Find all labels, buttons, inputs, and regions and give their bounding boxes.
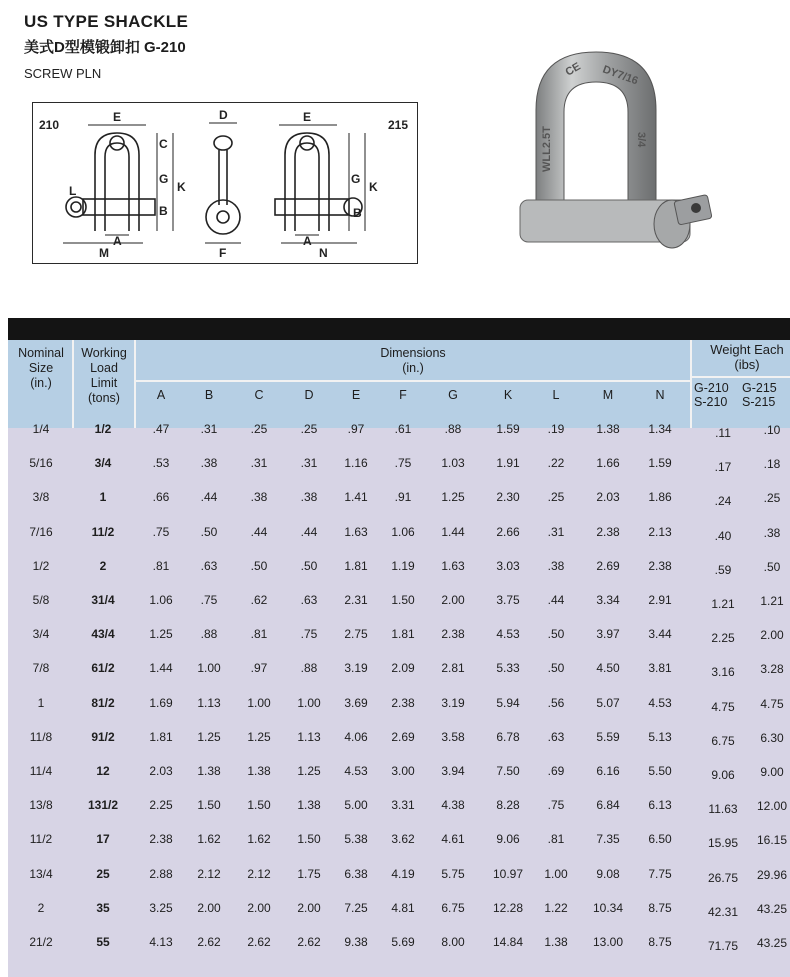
value-cell: 1.06 bbox=[149, 593, 173, 607]
value-cell: .50 bbox=[547, 661, 565, 676]
value-cell: 1.81 bbox=[149, 729, 173, 744]
value-cell: 4.38 bbox=[441, 798, 465, 813]
value-cell: 5.00 bbox=[344, 798, 368, 813]
value-cell: 13.00 bbox=[592, 935, 624, 949]
diagram-label-215: 215 bbox=[388, 118, 409, 132]
photo-stamp-wll: WLL2.5T bbox=[541, 126, 553, 172]
value-cell: 7.75 bbox=[648, 866, 672, 881]
value-cell: 6.50 bbox=[648, 832, 672, 847]
value-cell: .63 bbox=[547, 729, 565, 744]
value-cell: 2.25 bbox=[149, 798, 173, 813]
dim-letter: K bbox=[177, 180, 186, 194]
wll-cell: 131/2 bbox=[87, 798, 119, 813]
value-cell: 42.31 bbox=[707, 904, 739, 919]
wll-cell: 3/4 bbox=[94, 456, 112, 471]
nominal-size-cell: 5/8 bbox=[32, 593, 50, 607]
value-cell: .88 bbox=[444, 422, 462, 436]
value-cell: 29.96 bbox=[756, 867, 788, 882]
table-top-bar bbox=[8, 318, 790, 340]
value-cell: 9.06 bbox=[711, 768, 735, 782]
value-cell: 8.00 bbox=[441, 935, 465, 949]
value-cell: .38 bbox=[547, 558, 565, 573]
value-cell: 3.19 bbox=[344, 661, 368, 676]
value-cell: 2.25 bbox=[711, 631, 735, 646]
value-cell: 5.07 bbox=[596, 695, 620, 710]
value-cell: 1.86 bbox=[648, 490, 672, 505]
col-header-nominal: Nominal Size (in.) bbox=[18, 346, 64, 390]
value-cell: .44 bbox=[250, 524, 268, 539]
value-cell: 3.58 bbox=[441, 729, 465, 744]
value-cell: 1.59 bbox=[496, 422, 520, 436]
value-cell: .19 bbox=[547, 422, 565, 436]
value-cell: 1.25 bbox=[297, 764, 321, 778]
nominal-size-cell: 1 bbox=[37, 695, 45, 710]
wll-cell: 91/2 bbox=[91, 729, 115, 744]
value-cell: 4.53 bbox=[344, 764, 368, 778]
model-label: SCREW PLN bbox=[24, 66, 102, 81]
value-cell: .47 bbox=[152, 422, 170, 436]
value-cell: 2.81 bbox=[441, 661, 465, 676]
value-cell: 1.38 bbox=[297, 798, 321, 813]
wll-cell: 2 bbox=[99, 558, 107, 573]
value-cell: 5.38 bbox=[344, 832, 368, 847]
nominal-size-cell: 1/4 bbox=[32, 422, 50, 436]
col-header-dim-e: E bbox=[351, 388, 361, 402]
value-cell: 1.38 bbox=[247, 764, 271, 778]
value-cell: 2.30 bbox=[496, 490, 520, 505]
wll-cell: 12 bbox=[96, 764, 110, 778]
value-cell: .81 bbox=[152, 558, 170, 573]
dim-letter: N bbox=[319, 246, 328, 260]
col-header-weight-210: G-210 S-210 bbox=[694, 381, 729, 409]
value-cell: 1.69 bbox=[149, 695, 173, 710]
value-cell: 9.00 bbox=[760, 765, 784, 779]
value-cell: 1.44 bbox=[149, 661, 173, 676]
nominal-size-cell: 3/8 bbox=[32, 490, 50, 505]
value-cell: 5.33 bbox=[496, 661, 520, 676]
value-cell: 8.75 bbox=[648, 935, 672, 949]
value-cell: 1.13 bbox=[197, 695, 221, 710]
value-cell: .75 bbox=[300, 627, 318, 642]
value-cell: 1.50 bbox=[247, 798, 271, 813]
value-cell: .17 bbox=[714, 460, 732, 475]
dim-letter: F bbox=[219, 246, 227, 260]
nominal-size-cell: 21/2 bbox=[29, 935, 53, 949]
page-header bbox=[24, 12, 188, 81]
value-cell: .81 bbox=[547, 832, 565, 847]
value-cell: 3.44 bbox=[648, 627, 672, 642]
value-cell: 4.19 bbox=[391, 866, 415, 881]
value-cell: 6.78 bbox=[496, 729, 520, 744]
value-cell: .38 bbox=[200, 456, 218, 471]
value-cell: .88 bbox=[300, 661, 318, 676]
diagram-drawing bbox=[33, 103, 417, 263]
col-header-dim-f: F bbox=[399, 388, 407, 402]
value-cell: 3.97 bbox=[596, 627, 620, 642]
value-cell: 7.35 bbox=[596, 832, 620, 847]
value-cell: 8.28 bbox=[496, 798, 520, 813]
value-cell: .91 bbox=[394, 490, 412, 505]
wll-cell: 55 bbox=[96, 935, 110, 949]
dim-letter: E bbox=[113, 110, 122, 124]
col-header-dim-l: L bbox=[552, 388, 560, 402]
wll-cell: 35 bbox=[96, 900, 110, 915]
value-cell: 3.81 bbox=[648, 661, 672, 676]
dim-letter: B bbox=[159, 204, 168, 218]
value-cell: .31 bbox=[547, 524, 565, 539]
value-cell: .22 bbox=[547, 456, 565, 471]
value-cell: 2.00 bbox=[760, 628, 784, 643]
value-cell: 6.75 bbox=[441, 900, 465, 915]
value-cell: 2.69 bbox=[596, 558, 620, 573]
photo-stamp-ce: CE bbox=[563, 60, 583, 79]
value-cell: 1.19 bbox=[391, 558, 415, 573]
value-cell: .25 bbox=[250, 422, 268, 436]
value-cell: 3.16 bbox=[711, 665, 735, 680]
value-cell: 1.25 bbox=[197, 729, 221, 744]
value-cell: 1.25 bbox=[247, 729, 271, 744]
dim-letter: A bbox=[113, 234, 122, 248]
value-cell: .61 bbox=[394, 422, 412, 436]
value-cell: 2.62 bbox=[247, 935, 271, 949]
value-cell: 4.61 bbox=[441, 832, 465, 847]
value-cell: 2.31 bbox=[344, 593, 368, 607]
value-cell: 1.62 bbox=[197, 832, 221, 847]
dim-letter: G bbox=[351, 172, 361, 186]
dim-letter: C bbox=[159, 137, 168, 151]
dim-letter: E bbox=[303, 110, 312, 124]
value-cell: .50 bbox=[250, 558, 268, 573]
value-cell: 5.50 bbox=[648, 764, 672, 778]
value-cell: 1.00 bbox=[197, 661, 221, 676]
value-cell: 2.03 bbox=[149, 764, 173, 778]
value-cell: 1.38 bbox=[544, 935, 568, 949]
value-cell: .24 bbox=[714, 494, 732, 509]
value-cell: .44 bbox=[547, 593, 565, 607]
value-cell: 3.62 bbox=[391, 832, 415, 847]
page-title: US TYPE SHACKLE bbox=[24, 12, 189, 31]
col-header-dim-a: A bbox=[156, 388, 166, 402]
value-cell: .44 bbox=[200, 490, 218, 505]
wll-cell: 81/2 bbox=[91, 695, 115, 710]
value-cell: .88 bbox=[200, 627, 218, 642]
value-cell: 2.00 bbox=[247, 900, 271, 915]
value-cell: 1.50 bbox=[391, 593, 415, 607]
value-cell: 1.59 bbox=[648, 456, 672, 471]
value-cell: 15.95 bbox=[707, 836, 739, 851]
value-cell: .63 bbox=[200, 558, 218, 573]
value-cell: 2.75 bbox=[344, 627, 368, 642]
nominal-size-cell: 5/16 bbox=[29, 456, 53, 471]
photo-stamp-size: 3/4 bbox=[635, 132, 647, 148]
nominal-size-cell: 2 bbox=[37, 900, 45, 915]
value-cell: 26.75 bbox=[707, 870, 739, 885]
value-cell: 1.50 bbox=[297, 832, 321, 847]
col-header-dim-b: B bbox=[204, 388, 214, 402]
value-cell: 6.30 bbox=[760, 730, 784, 745]
value-cell: .50 bbox=[547, 627, 565, 642]
value-cell: .97 bbox=[250, 661, 268, 676]
wll-cell: 17 bbox=[96, 832, 110, 847]
value-cell: 6.84 bbox=[596, 798, 620, 813]
nominal-size-cell: 7/8 bbox=[32, 661, 50, 676]
value-cell: .62 bbox=[250, 593, 268, 607]
value-cell: .25 bbox=[300, 422, 318, 436]
col-header-dim-m: M bbox=[602, 388, 614, 402]
value-cell: 5.59 bbox=[596, 729, 620, 744]
shackle-diagram bbox=[32, 102, 418, 264]
wll-cell: 43/4 bbox=[91, 627, 115, 642]
value-cell: 14.84 bbox=[492, 935, 524, 949]
value-cell: 1.34 bbox=[648, 422, 672, 436]
value-cell: 1.63 bbox=[344, 524, 368, 539]
wll-cell: 31/4 bbox=[91, 593, 115, 607]
value-cell: 4.53 bbox=[496, 627, 520, 642]
nominal-size-cell: 13/8 bbox=[29, 798, 53, 813]
value-cell: .66 bbox=[152, 490, 170, 505]
value-cell: 1.50 bbox=[197, 798, 221, 813]
value-cell: .11 bbox=[715, 426, 731, 440]
value-cell: 1.66 bbox=[596, 456, 620, 471]
value-cell: 2.00 bbox=[297, 900, 321, 915]
value-cell: .75 bbox=[547, 798, 565, 813]
col-header-dim-k: K bbox=[503, 388, 513, 402]
value-cell: 6.75 bbox=[711, 733, 735, 748]
value-cell: 4.75 bbox=[711, 699, 735, 714]
dim-letter: D bbox=[219, 108, 228, 122]
value-cell: 10.34 bbox=[592, 900, 624, 915]
value-cell: 9.38 bbox=[344, 935, 368, 949]
value-cell: 4.81 bbox=[391, 900, 415, 915]
value-cell: 43.25 bbox=[756, 901, 788, 916]
value-cell: 1.21 bbox=[711, 597, 735, 611]
wll-cell: 1 bbox=[99, 490, 107, 505]
value-cell: 3.94 bbox=[441, 764, 465, 778]
wll-cell: 11/2 bbox=[91, 524, 115, 539]
nominal-size-cell: 11/4 bbox=[29, 764, 53, 778]
value-cell: 10.97 bbox=[492, 866, 524, 881]
col-header-weight-215: G-215 S-215 bbox=[742, 381, 777, 409]
value-cell: 1.81 bbox=[391, 627, 415, 642]
value-cell: 2.62 bbox=[297, 935, 321, 949]
value-cell: .75 bbox=[394, 456, 412, 471]
header-divider bbox=[692, 376, 790, 378]
spec-table bbox=[8, 318, 790, 977]
value-cell: 5.69 bbox=[391, 935, 415, 949]
value-cell: .50 bbox=[200, 524, 218, 539]
value-cell: 2.13 bbox=[648, 524, 672, 539]
value-cell: 1.13 bbox=[297, 729, 321, 744]
dim-letter: B bbox=[353, 206, 362, 220]
value-cell: 4.53 bbox=[648, 695, 672, 710]
value-cell: .81 bbox=[250, 627, 268, 642]
col-header-wll: Working Load Limit (tons) bbox=[81, 346, 127, 405]
value-cell: .50 bbox=[300, 558, 318, 573]
shackle-photo bbox=[512, 48, 722, 278]
value-cell: 3.03 bbox=[496, 558, 520, 573]
value-cell: 4.75 bbox=[760, 696, 784, 711]
value-cell: 2.91 bbox=[648, 593, 672, 607]
value-cell: 3.19 bbox=[441, 695, 465, 710]
value-cell: 7.50 bbox=[496, 764, 520, 778]
value-cell: 1.21 bbox=[760, 594, 784, 608]
value-cell: .25 bbox=[763, 491, 781, 506]
photo-stamp-model: DY7/16 bbox=[600, 63, 640, 88]
value-cell: .69 bbox=[547, 764, 565, 778]
value-cell: 2.66 bbox=[496, 524, 520, 539]
value-cell: 11.63 bbox=[708, 802, 738, 817]
value-cell: 71.75 bbox=[707, 939, 739, 953]
value-cell: 7.25 bbox=[344, 900, 368, 915]
col-header-dim-n: N bbox=[655, 388, 665, 402]
dim-letter: L bbox=[69, 184, 77, 198]
diagram-label-210: 210 bbox=[39, 118, 60, 132]
value-cell: 1.91 bbox=[496, 456, 520, 471]
value-cell: 2.88 bbox=[149, 866, 173, 881]
value-cell: .50 bbox=[763, 559, 781, 574]
nominal-size-cell: 1/2 bbox=[32, 558, 50, 573]
value-cell: .97 bbox=[347, 422, 365, 436]
value-cell: 2.12 bbox=[247, 866, 271, 881]
value-cell: 1.06 bbox=[391, 524, 415, 539]
value-cell: .59 bbox=[714, 562, 732, 577]
value-cell: 3.28 bbox=[760, 662, 784, 677]
value-cell: 1.25 bbox=[149, 627, 173, 642]
value-cell: 1.00 bbox=[247, 695, 271, 710]
value-cell: 16.15 bbox=[756, 833, 788, 848]
col-header-dim-c: C bbox=[254, 388, 264, 402]
value-cell: 4.50 bbox=[596, 661, 620, 676]
value-cell: .53 bbox=[152, 456, 170, 471]
value-cell: 1.03 bbox=[441, 456, 465, 471]
value-cell: 2.00 bbox=[441, 593, 465, 607]
value-cell: 2.38 bbox=[596, 524, 620, 539]
value-cell: 2.38 bbox=[441, 627, 465, 642]
value-cell: .18 bbox=[763, 457, 781, 472]
value-cell: 1.75 bbox=[297, 866, 321, 881]
header-divider bbox=[136, 380, 690, 382]
value-cell: .25 bbox=[547, 490, 565, 505]
value-cell: 2.00 bbox=[197, 900, 221, 915]
value-cell: 2.09 bbox=[391, 661, 415, 676]
value-cell: 12.28 bbox=[492, 900, 524, 915]
value-cell: 3.31 bbox=[391, 798, 415, 813]
value-cell: 4.13 bbox=[149, 935, 173, 949]
value-cell: .63 bbox=[300, 593, 318, 607]
value-cell: .44 bbox=[300, 524, 318, 539]
value-cell: .31 bbox=[250, 456, 268, 471]
value-cell: 9.08 bbox=[596, 866, 620, 881]
value-cell: 2.38 bbox=[391, 695, 415, 710]
page-subtitle: 美式D型模锻卸扣 G-210 bbox=[24, 39, 186, 56]
wll-cell: 25 bbox=[96, 866, 110, 881]
value-cell: 3.00 bbox=[391, 764, 415, 778]
value-cell: .75 bbox=[152, 524, 170, 539]
value-cell: 6.38 bbox=[344, 866, 368, 881]
dim-letter: M bbox=[99, 246, 109, 260]
value-cell: .75 bbox=[200, 593, 218, 607]
value-cell: 1.62 bbox=[247, 832, 271, 847]
col-header-dim-d: D bbox=[304, 388, 314, 402]
value-cell: 3.69 bbox=[344, 695, 368, 710]
value-cell: 2.38 bbox=[648, 558, 672, 573]
col-header-dim-g: G bbox=[448, 388, 458, 402]
dim-letter: A bbox=[303, 234, 312, 248]
value-cell: 1.81 bbox=[344, 558, 368, 573]
nominal-size-cell: 3/4 bbox=[32, 627, 50, 642]
value-cell: 3.75 bbox=[496, 593, 520, 607]
value-cell: 2.03 bbox=[596, 490, 620, 505]
value-cell: 1.38 bbox=[197, 764, 221, 778]
value-cell: 4.06 bbox=[344, 729, 368, 744]
value-cell: 6.13 bbox=[648, 798, 672, 813]
value-cell: 12.00 bbox=[756, 799, 788, 814]
value-cell: .31 bbox=[200, 422, 218, 436]
value-cell: .40 bbox=[714, 528, 732, 543]
value-cell: 1.00 bbox=[297, 695, 321, 710]
value-cell: 5.94 bbox=[496, 695, 520, 710]
value-cell: 5.13 bbox=[648, 729, 672, 744]
value-cell: 1.44 bbox=[441, 524, 465, 539]
value-cell: 3.25 bbox=[149, 900, 173, 915]
nominal-size-cell: 13/4 bbox=[29, 866, 53, 881]
value-cell: 1.41 bbox=[344, 490, 368, 505]
col-header-weight: Weight Each (ibs) bbox=[710, 342, 784, 372]
value-cell: 2.38 bbox=[149, 832, 173, 847]
value-cell: 2.69 bbox=[391, 729, 415, 744]
value-cell: 6.16 bbox=[596, 764, 620, 778]
value-cell: .38 bbox=[763, 525, 781, 540]
value-cell: 5.75 bbox=[441, 866, 465, 881]
value-cell: 1.38 bbox=[596, 422, 620, 436]
value-cell: 8.75 bbox=[648, 900, 672, 915]
value-cell: 2.62 bbox=[197, 935, 221, 949]
dim-letter: K bbox=[369, 180, 378, 194]
value-cell: 3.34 bbox=[596, 593, 620, 607]
value-cell: 1.22 bbox=[544, 900, 568, 915]
wll-cell: 1/2 bbox=[94, 422, 112, 436]
value-cell: .38 bbox=[250, 490, 268, 505]
value-cell: 1.00 bbox=[544, 866, 568, 881]
value-cell: 1.25 bbox=[441, 490, 465, 505]
col-header-dimensions: Dimensions (in.) bbox=[380, 346, 446, 375]
value-cell: 9.06 bbox=[496, 832, 520, 847]
dim-letter: G bbox=[159, 172, 169, 186]
nominal-size-cell: 11/2 bbox=[29, 832, 53, 847]
wll-cell: 61/2 bbox=[91, 661, 115, 676]
value-cell: 2.12 bbox=[197, 866, 221, 881]
value-cell: 43.25 bbox=[756, 936, 788, 950]
value-cell: .56 bbox=[547, 695, 565, 710]
nominal-size-cell: 7/16 bbox=[29, 524, 53, 539]
nominal-size-cell: 11/8 bbox=[29, 729, 53, 744]
value-cell: .31 bbox=[300, 456, 318, 471]
value-cell: 1.63 bbox=[441, 558, 465, 573]
value-cell: .10 bbox=[763, 423, 781, 437]
value-cell: .38 bbox=[300, 490, 318, 505]
value-cell: 1.16 bbox=[344, 456, 368, 471]
